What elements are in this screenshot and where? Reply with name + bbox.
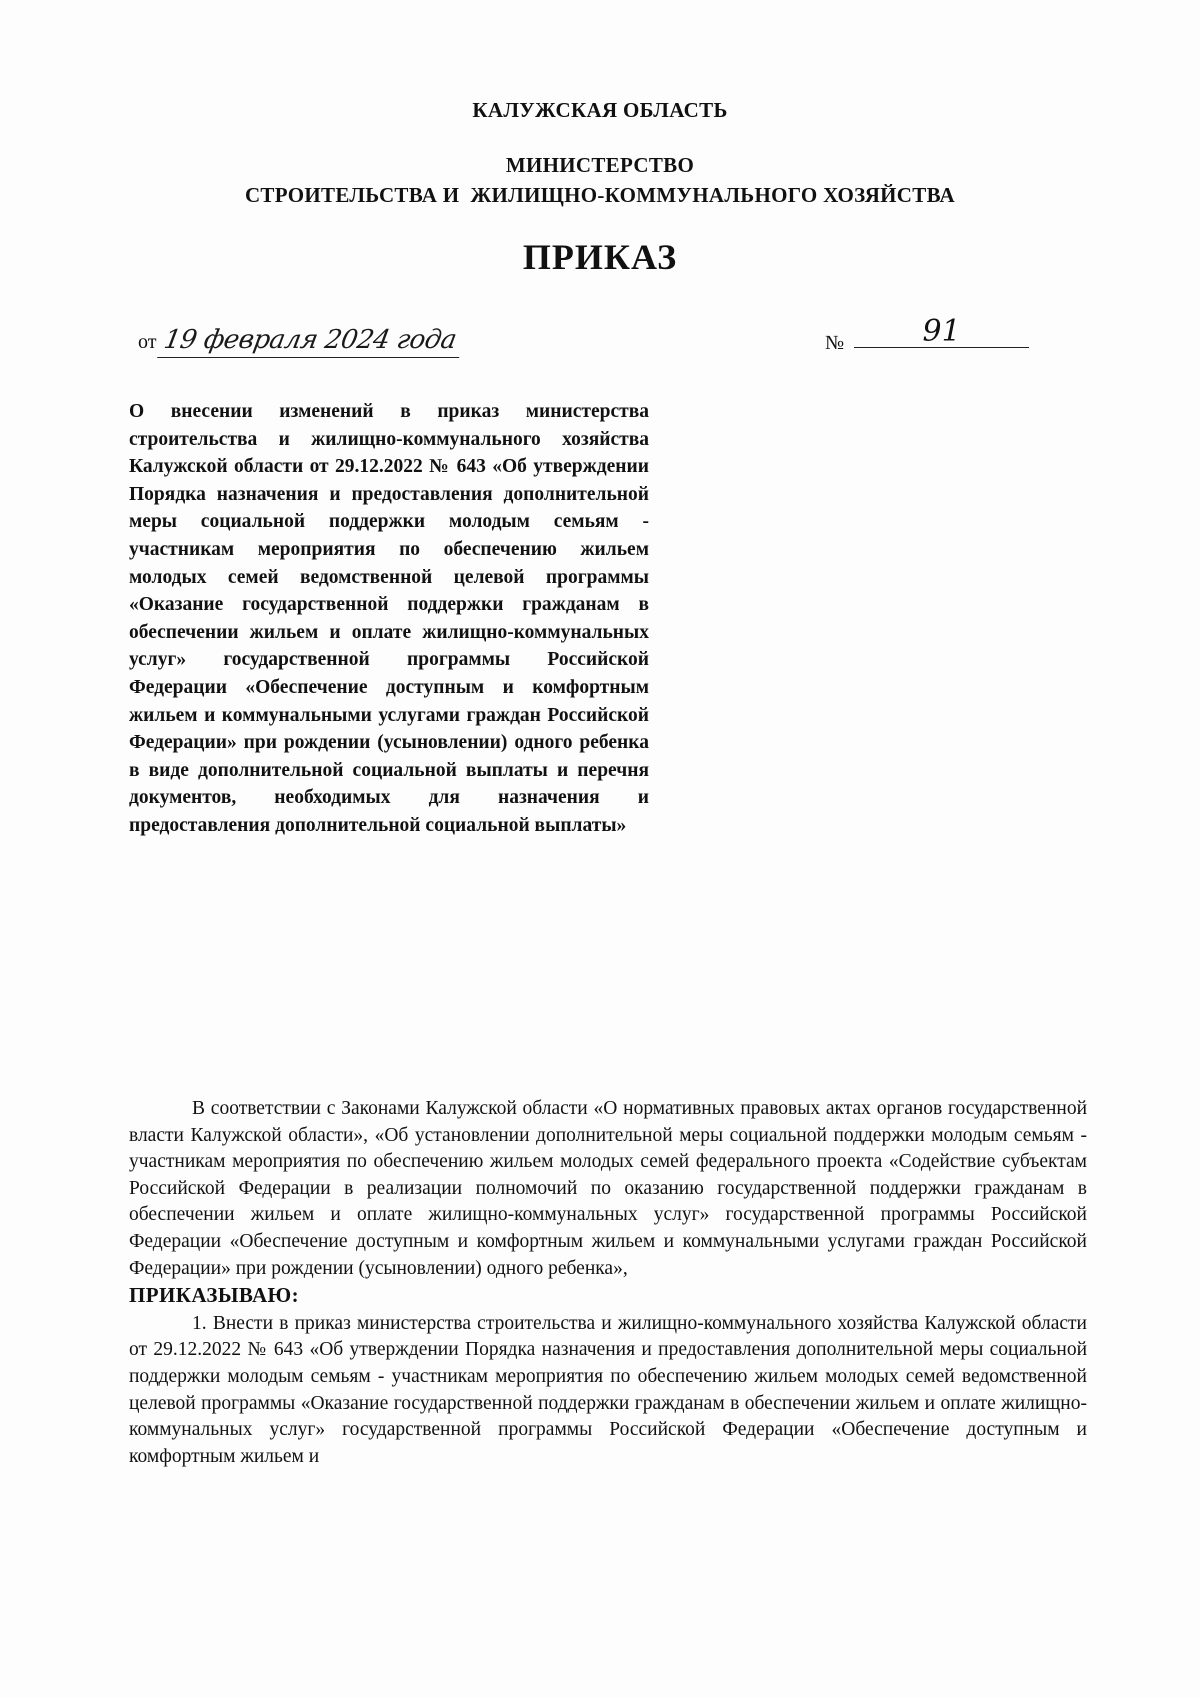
order-date (138, 325, 462, 358)
handwritten-number: 91 (854, 317, 1029, 348)
preamble-text: В соответствии с Законами Калужской области «О нормативных правовых актах органов государственной власти Калужской области», «Об установлении дополнительной меры социальной поддержки молодым семьям - участникам мероприятия по обеспечению жильем молодых семей федерального проекта «Содействие субъектам Российской Федерации в реализации полномочий по оказанию государственной поддержки гражданам в обеспечении жильем и оплате жилищно-коммунальных услуг» государственной программы Российской Федерации «Обеспечение доступным и комфортным жильем и коммунальными услугами граждан Российской Федерации» при рождении (усыновлении) одного ребенка», (129, 1098, 1087, 1279)
ministry-line-1: МИНИСТЕРСТВО (505, 153, 695, 177)
order-word: ПРИКАЗЫВАЮ: (129, 1283, 299, 1308)
date-prefix: от (138, 331, 157, 353)
item-1-paragraph: 1. Внести в приказ министерства строительства и жилищно-коммунального хозяйства Калужской области от 29.12.2022 № 643 «Об утверждении Порядка назначения и предоставления дополнительной меры социальной поддержки молодым семьям - участникам мероприятия по обеспечению жильем молодых семей ведомственной целевой программы «Оказание государственной поддержки гражданам в обеспечении жильем и оплате жилищно-коммунальных услуг» государственной программы Российской Федерации «Обеспечение доступным и комфортным жильем и (129, 1312, 1087, 1467)
order-subject: О внесении изменений в приказ министерства строительства и жилищно-коммунального хозяйства Калужской области от 29.12.2022 № 643 «Об утверждении Порядка назначения и предоставления дополнительной меры социальной поддержки молодым семьям - участникам мероприятия по обеспечению жильем молодых семей ведомственной целевой программы «Оказание государственной поддержки гражданам в обеспечении жильем и оплате жилищно-коммунальных услуг» государственной программы Российской Федерации «Обеспечение доступным и комфортным жильем и коммунальными услугами граждан Российской Федерации» при рождении (усыновлении) одного ребенка в виде дополнительной социальной выплаты и перечня документов, необходимых для назначения и предоставления дополнительной социальной выплаты» (129, 401, 649, 836)
order-body (129, 1096, 1087, 1470)
handwritten-date: 19 февраля 2024 года (158, 325, 465, 358)
number-label: № (825, 332, 845, 354)
document-type-title: ПРИКАЗ (522, 237, 678, 277)
order-number (825, 314, 1029, 356)
region-heading: КАЛУЖСКАЯ ОБЛАСТЬ (472, 98, 728, 122)
ministry-line-2: СТРОИТЕЛЬСТВА И ЖИЛИЩНО-КОММУНАЛЬНОГО ХОЗЯЙСТВА (244, 183, 956, 207)
preamble-paragraph (129, 1096, 1087, 1311)
ministry-heading (0, 150, 1200, 210)
